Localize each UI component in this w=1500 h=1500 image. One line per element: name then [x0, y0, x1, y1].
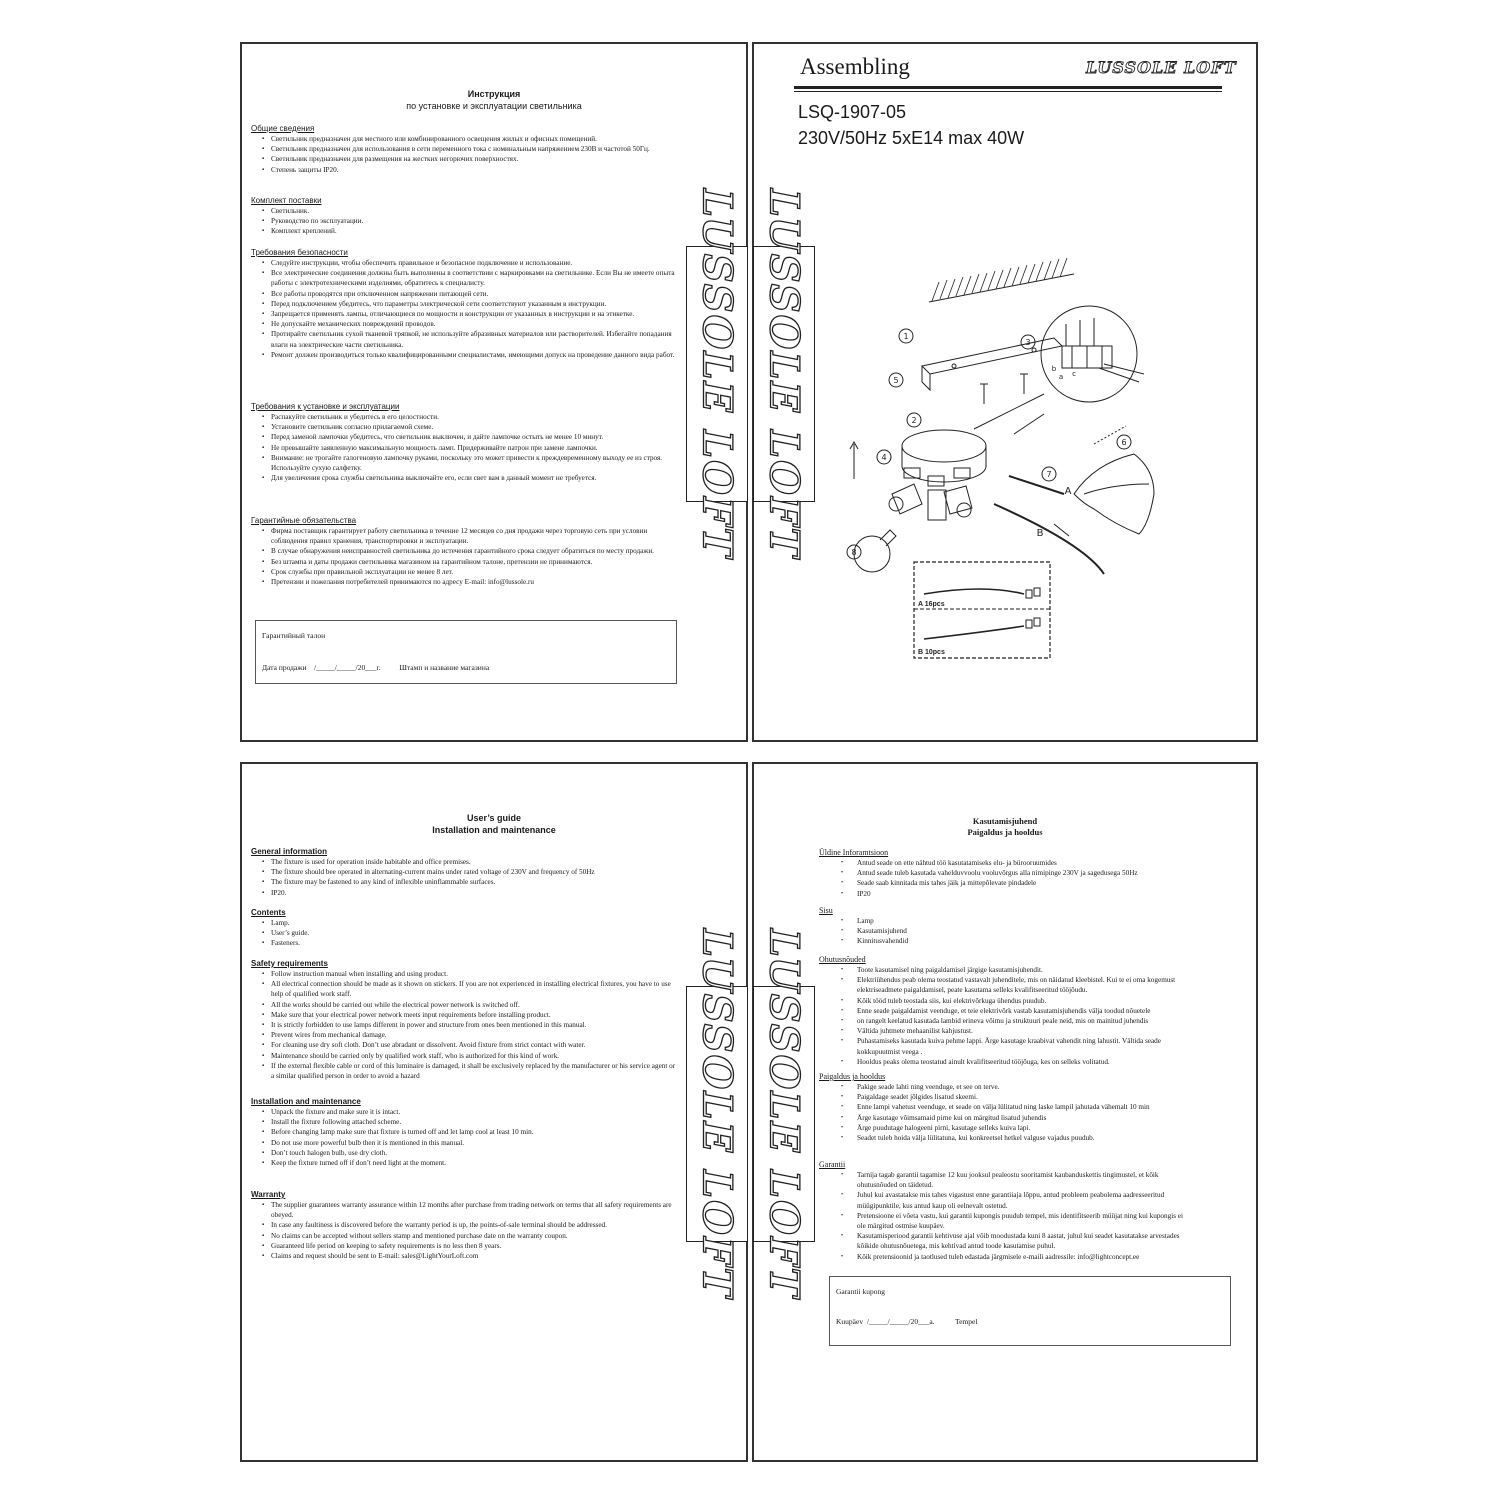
list-item: ▪ Do not use more powerful bulb then it is mentioned in this manual.: [251, 1138, 676, 1148]
list-item: • Juhul kui avastatakse mis tahes vigastust enne garantiiaja lõppu, antud probleem peabolema aadresseeritud müügipunktile, kus antud kaup oli eelnevalt ostetud.: [819, 1190, 1190, 1210]
part-a-label: A: [1064, 486, 1072, 497]
coupon-title: Гарантийный талон: [262, 631, 326, 640]
list-item: • Kõik tööd tuleb teostada siis, kui elektrivõrkuga ühendus puudub.: [819, 996, 1190, 1006]
list-item: • Elektriühendus peab olema teostatud vastavalt juhenditele, mis on näidatud kleebistel. Kui te ei oma kogemust elektriseadmete paigaldamisel, peate kasutama selleks kvalifitseeritud tööjõudu.: [819, 975, 1190, 995]
list-item: ▪ Follow instruction manual when installing and using product.: [251, 969, 676, 979]
vertical-logo-assembly: [753, 188, 815, 560]
list-item: ▪ Светильник предназначен для использования в сети переменного тока с номинальным напряжением 230В и частотой 50Гц.: [251, 144, 676, 154]
et-title: Kasutamisjuhend: [972, 816, 1038, 826]
english-guide-page: [240, 762, 748, 1462]
logo-text: LUSSOLE LOFT: [760, 928, 808, 1300]
list-item: ▪ В случае обнаружения неисправностей светильника до истечения гарантийного срока следует обратиться по месту продажи.: [251, 546, 676, 556]
list-item: • Pretensioone ei võeta vastu, kui garantii kupongis puudub tempel, mis identifitseerib müüjat ning kui kupongis ei ole märgitud ostmise kuupäev.: [819, 1211, 1190, 1231]
coupon-line: Дата продажи /_____/_____/20___г. Штамп и название магазина: [262, 663, 490, 672]
list-item: ▪ Ремонт должен производиться только квалифицированными специалистами, имеющими допуск на проведение данного вида работ.: [251, 350, 676, 360]
list-item: ▪ IP20.: [251, 888, 676, 898]
header-rule: [794, 86, 1222, 89]
ru-title-block: [242, 88, 746, 112]
section-heading: Требования безопасности: [251, 248, 348, 257]
list-item: ▪ Before changing lamp make sure that fixture is turned off and let lamp cool at least 10 min.: [251, 1127, 676, 1137]
list-item: ▪ Lamp.: [251, 918, 676, 928]
list-item: ▪ Фирма поставщик гарантирует работу светильника в течение 12 месяцев со дня продажи через торговую сеть при условии соблюдения правил хранения, транспортировки и эксплуатации.: [251, 526, 676, 546]
terminal-b-label: b: [1051, 365, 1057, 373]
terminal-c-label: c: [1072, 370, 1076, 378]
list-item: ▪ Make sure that your electrical power network meets input requirements before installing product.: [251, 1010, 676, 1020]
list-item: ▪ All the works should be carried out while the electrical power network is switched off.: [251, 1000, 676, 1010]
en-subtitle: Installation and maintenance: [432, 825, 556, 835]
list-item: ▪ Комплект креплений.: [251, 226, 676, 236]
list-item: • Puhastamiseks kasutada kuiva pehme lappi. Ärge kasutage kraabivat vahendit ning lahustit. Vältida seade kokkupuutmist veega .: [819, 1036, 1190, 1056]
list-item: • Kasutamisperiood garantii kehtivuse ajal võib moodustada kuni 8 aastat, juhul kui seadet kasutatakse arvestades kõikide ohutusnõuetega, mis kehtivad antud toode kasutamise puhul.: [819, 1231, 1190, 1251]
list-item: ▪ Светильник.: [251, 206, 676, 216]
section-heading: Общие сведения: [251, 124, 315, 133]
section-heading: General information: [251, 847, 328, 856]
section-heading: Garantii: [819, 1160, 846, 1169]
assembly-diagram: [844, 254, 1234, 656]
list-item: ▪ Перед заменой лампочки убедитесь, что светильник выключен, и дайте лампочке остыть не менее 10 минут.: [251, 432, 676, 442]
ru-section-installation: [251, 402, 676, 483]
list-item: ▪ User’s guide.: [251, 928, 676, 938]
coupon-title: Garantii kupong: [836, 1287, 885, 1296]
en-section-contents: [251, 908, 676, 949]
list-item: ▪ Внимание: не трогайте галогеновую лампочку руками, поскольку это может привести к преждевременному выходу ее из строя. Используйте сухую салфетку.: [251, 453, 676, 473]
en-section-warranty: [251, 1190, 676, 1261]
list-item: • Toote kasutamisel ning paigaldamisel järgige kasutamisjuhendit.: [819, 965, 1190, 975]
ru-section-warranty: [251, 516, 676, 587]
section-heading: Warranty: [251, 1190, 286, 1199]
section-heading: Safety requirements: [251, 959, 328, 968]
estonian-guide-page: [752, 762, 1258, 1462]
list-item: ▪ Перед подключением убедитесь, что параметры электрической сети соответствуют указанным в инструкции.: [251, 299, 676, 309]
coupon-line: Kuupäev /_____/_____/20___a. Tempel: [836, 1317, 978, 1326]
et-section-installation: [819, 1072, 1190, 1143]
ru-warranty-coupon: [255, 620, 677, 684]
list-item: • Antud seade tuleb kasutada vahelduvvoolu vooluvõrgus alla nimipinge 230V ja sagedusega 50Hz: [819, 868, 1190, 878]
step-8-number: 8: [851, 548, 857, 557]
en-title-block: [242, 812, 746, 836]
part-b-quantity: B 10pcs: [918, 649, 945, 656]
header-rule-thin: [794, 91, 1222, 92]
list-item: • Kasutamisjuhend: [819, 926, 1190, 936]
list-item: • Seadet tuleb hoida välja lülitatuna, kui konkreetsel hetkel valguse vajadus puudub.: [819, 1133, 1190, 1143]
et-title-block: [754, 816, 1256, 838]
ru-section-safety: [251, 248, 676, 360]
en-section-installation: [251, 1097, 676, 1168]
section-heading: Гарантийные обязательства: [251, 516, 357, 525]
list-item: ▪ No claims can be accepted without sellers stamp and mentioned purchase date on the warranty coupon.: [251, 1231, 676, 1241]
step-4-number: 4: [881, 453, 887, 462]
list-item: ▪ Fasteners.: [251, 938, 676, 948]
section-heading: Требования к установке и эксплуатации: [251, 402, 400, 411]
list-item: ▪ Установите светильник согласно прилагаемой схеме.: [251, 422, 676, 432]
list-item: • Vältida juhtmete mehaanilist kahjustust.: [819, 1026, 1190, 1036]
section-heading: Ohutusnõuded: [819, 955, 866, 964]
list-item: • on rangelt keelatud kasutada lambid erineva võimu ja struktuuri peale neid, mis on mainitud juhendis: [819, 1016, 1190, 1026]
list-item: ▪ The fixture should bee operated in alternating-current mains under rated voltage of 230V and frequency of 50Hz: [251, 867, 676, 877]
list-item: ▪ The supplier guarantees warranty assurance within 12 months after purchase from trading network on terms that all safety requirements are obeyed.: [251, 1200, 676, 1220]
list-item: ▪ Install the fixture following attached scheme.: [251, 1117, 676, 1127]
list-item: ▪ Претензии и пожелания потребителей принимаются по адресу E-mail: info@lussole.ru: [251, 577, 676, 587]
step-2-number: 2: [911, 416, 917, 425]
step-7-number: 7: [1046, 470, 1052, 479]
list-item: ▪ Prevent wires from mechanical damage.: [251, 1030, 676, 1040]
list-item: ▪ Распакуйте светильник и убедитесь в его целостности.: [251, 412, 676, 422]
list-item: • Pakige seade lahti ning veenduge, et see on terve.: [819, 1082, 1190, 1092]
list-item: • Ärge puudutage halogeeni pirni, kasutage selleks kuiva lapi.: [819, 1123, 1190, 1133]
list-item: ▪ Keep the fixture turned off if don’t need light at the moment.: [251, 1158, 676, 1168]
ru-section-general: [251, 124, 676, 175]
terminal-a-label: a: [1058, 373, 1064, 381]
list-item: • Lamp: [819, 916, 1190, 926]
en-title: User’s guide: [466, 813, 522, 823]
list-item: ▪ Степень защиты IP20.: [251, 165, 676, 175]
list-item: ▪ Светильник предназначен для местного или комбинированного освещения жилых и офисных помещений.: [251, 134, 676, 144]
electrical-spec: 230V/50Hz 5xE14 max 40W: [798, 128, 1025, 148]
list-item: ▪ For cleaning use dry soft cloth. Don’t use abradant or dissolvent. Avoid fixture from strict contact with water.: [251, 1040, 676, 1050]
section-heading: Installation and maintenance: [251, 1097, 361, 1106]
et-section-warranty: [819, 1160, 1190, 1262]
step-3-number: 3: [1025, 338, 1031, 347]
part-b-label: B: [1036, 528, 1044, 539]
list-item: • Hooldus peaks olema teostatud ainult kvalifitseeritud tööjõuga, kes on selleks volitatud.: [819, 1057, 1190, 1067]
et-section-safety: [819, 955, 1190, 1067]
et-warranty-coupon: [829, 1276, 1231, 1346]
step-5-number: 5: [893, 376, 899, 385]
ru-title: Инструкция: [467, 89, 521, 99]
ru-subtitle: по установке и эксплуатации светильника: [406, 101, 582, 111]
step-1-number: 1: [903, 332, 909, 341]
vertical-logo-ru: [686, 188, 748, 560]
list-item: • IP20: [819, 889, 1190, 899]
list-item: ▪ All electrical connection should be made as it shown on stickers. If you are not experienced in installing electrical fixtures, you have to use help of qualified work staff.: [251, 979, 676, 999]
list-item: • Enne lampi vahetust veenduge, et seade on välja lülitatud ning laske lampil jahutada vähemalt 10 min: [819, 1102, 1190, 1112]
et-subtitle: Paigaldus ja hooldus: [967, 827, 1043, 837]
list-item: • Kõik pretensioonid ja taotlused tuleb edastada järgmisele e-maili aadressile: info@lightconcept.ee: [819, 1252, 1190, 1262]
ru-section-contents: [251, 196, 676, 237]
list-item: • Tarnija tagab garantii tagamise 12 kuu jooksul pealeostu sooritamist kaubanduskettis tingimustel, et kõik ohutusnõuded on täidetud.: [819, 1170, 1190, 1190]
model-number: LSQ-1907-05: [798, 102, 907, 122]
assembly-page: [752, 42, 1258, 742]
list-item: ▪ Все работы проводятся при отключенном напряжении питающей сети.: [251, 289, 676, 299]
list-item: ▪ If the external flexible cable or cord of this luminaire is damaged, it shall be exclusively replaced by the manufacturer or his service agent or a similar qualified person in order to avoid a hazard: [251, 1061, 676, 1081]
list-item: ▪ Протирайте светильник сухой тканевой тряпкой, не используйте абразивных материалов или растворителей. Избегайте попадания влаги на электрические части светильника.: [251, 329, 676, 349]
list-item: ▪ The fixture is used for operation inside habitable and office premises.: [251, 857, 676, 867]
list-item: ▪ Claims and request should be sent to E-mail: sales@LightYourLoft.com: [251, 1251, 676, 1261]
section-heading: Paigaldus ja hooldus: [819, 1072, 886, 1081]
list-item: ▪ Без штампа и даты продажи светильника магазином на гарантийном талоне, претензии не принимаются.: [251, 557, 676, 567]
logo-text: LUSSOLE LOFT: [693, 188, 741, 560]
et-section-general: [819, 848, 1190, 899]
part-a-quantity: A 16pcs: [918, 601, 945, 608]
list-item: ▪ Don’t touch halogen bulb, use dry cloth.: [251, 1148, 676, 1158]
list-item: • Seade saab kinnitada mis tahes jäik ja mittepõlevate pindadele: [819, 878, 1190, 888]
section-heading: Комплект поставки: [251, 196, 322, 205]
logo-text: LUSSOLE LOFT: [760, 188, 808, 560]
logo-text: LUSSOLE LOFT: [693, 928, 741, 1300]
list-item: ▪ Следуйте инструкции, чтобы обеспечить правильное и безопасное подключение и использование.: [251, 258, 676, 268]
et-section-contents: [819, 906, 1190, 947]
section-heading: Contents: [251, 908, 286, 917]
section-heading: Üldine Inforamtsioon: [819, 848, 889, 857]
brand-logo: LUSSOLE LOFT: [1086, 58, 1237, 77]
step-6-number: 6: [1121, 438, 1127, 447]
list-item: ▪ The fixture may be fastened to any kind of inflexible uninflammable surfaces.: [251, 877, 676, 887]
assembly-heading: Assembling: [800, 54, 910, 79]
list-item: ▪ Не превышайте заявленную максимальную мощность ламп. Придерживайте патрон при замене лампочки.: [251, 443, 676, 453]
list-item: ▪ Руководство по эксплуатации.: [251, 216, 676, 226]
en-section-safety: [251, 959, 676, 1081]
section-heading: Sisu: [819, 906, 833, 915]
en-section-general: [251, 847, 676, 898]
list-item: • Antud seade on ette nähtud töö kasutatamiseks elu- ja bürooruumides: [819, 858, 1190, 868]
list-item: ▪ Maintenance should be carried only by qualified work staff, who is authorized for this kind of work.: [251, 1051, 676, 1061]
list-item: • Enne seade paigaldamist veenduge, et teie elektrivõrk vastab kasutamisjuhendis välja toodud nõuetele: [819, 1006, 1190, 1016]
list-item: ▪ Для увеличения срока службы светильника выключайте его, если свет вам в данный момент не требуется.: [251, 473, 676, 483]
list-item: • Kinnitusvahendid: [819, 936, 1190, 946]
list-item: • Paigaldage seadet jõlgides lisatud skeemi.: [819, 1092, 1190, 1102]
list-item: ▪ Unpack the fixture and make sure it is intact.: [251, 1107, 676, 1117]
list-item: ▪ Запрещается применять лампы, отличающиеся по мощности и конструкции от указанных в инструкции и на этикетке.: [251, 309, 676, 319]
vertical-logo-en: [686, 928, 748, 1300]
vertical-logo-et: [753, 928, 815, 1300]
list-item: ▪ Не допускайте механических повреждений проводов.: [251, 319, 676, 329]
russian-instructions-page: [240, 42, 748, 742]
list-item: ▪ Светильник предназначен для размещения на жестких негорючих поверхностях.: [251, 154, 676, 164]
list-item: ▪ Guaranteed life period on keeping to safety requirements is no less then 8 years.: [251, 1241, 676, 1251]
list-item: ▪ Срок службы при правильной эксплуатации не менее 8 лет.: [251, 567, 676, 577]
list-item: • Ärge kasutage võimsamaid pirne kui on märgitud lisatud juhendis: [819, 1113, 1190, 1123]
list-item: ▪ Все электрические соединения должны быть выполнены в соответствии с маркировками на светильнике. Если Вы не имеете опыта работы с электротехническими изделиями, обратитесь к специалисту.: [251, 268, 676, 288]
list-item: ▪ It is strictly forbidden to use lamps different in power and structure from ones been mentioned in this manual.: [251, 1020, 676, 1030]
list-item: ▪ In case any faultiness is discovered before the warranty period is up, the points-of-sale terminal should be addressed.: [251, 1220, 676, 1230]
